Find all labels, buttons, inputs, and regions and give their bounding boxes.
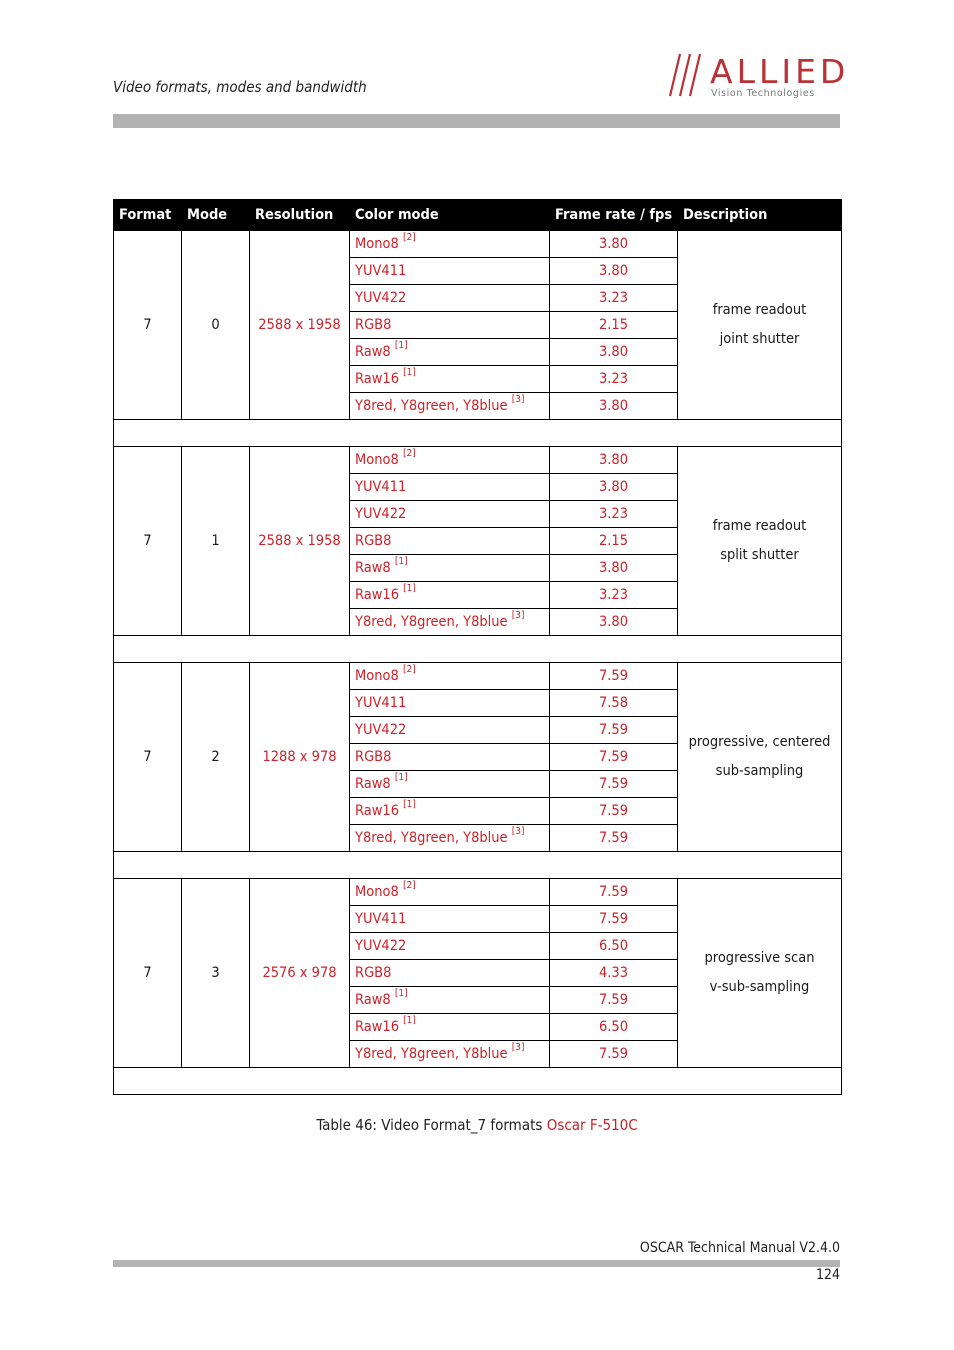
column-header: Frame rate / fps [550, 200, 678, 231]
color-mode-cell[interactable] [350, 717, 550, 744]
color-mode-cell[interactable] [350, 339, 550, 366]
frame-rate-cell[interactable]: 7.59 [550, 798, 678, 825]
format-cell: 7 [114, 663, 182, 852]
color-mode-label: Raw16 [355, 371, 400, 387]
footnote-ref[interactable]: [2] [402, 448, 416, 460]
frame-rate-cell[interactable]: 7.59 [550, 663, 678, 690]
table-row [114, 447, 842, 474]
description-line: progressive, centered [688, 734, 831, 750]
footnote-ref[interactable]: [1] [403, 583, 416, 595]
color-mode-label: Raw8 [355, 776, 391, 792]
frame-rate-cell[interactable]: 3.80 [550, 231, 678, 258]
table-row [114, 231, 842, 258]
color-mode-label: YUV422 [355, 506, 407, 522]
footnote-ref[interactable]: [1] [394, 340, 408, 352]
frame-rate-cell[interactable]: 3.80 [550, 393, 678, 420]
spacer-cell [114, 1068, 842, 1095]
logo-word: ALLIED [710, 52, 850, 91]
color-mode-cell[interactable] [350, 555, 550, 582]
frame-rate-cell[interactable]: 6.50 [550, 1014, 678, 1041]
column-header: Color mode [350, 200, 550, 231]
frame-rate-cell[interactable]: 7.59 [550, 825, 678, 852]
color-mode-cell[interactable] [350, 960, 550, 987]
frame-rate-cell[interactable]: 7.59 [550, 1041, 678, 1068]
footnote-ref[interactable]: [1] [394, 556, 408, 568]
color-mode-label: YUV411 [355, 695, 407, 711]
footnote-ref[interactable]: [2] [402, 664, 416, 676]
frame-rate-cell[interactable]: 7.59 [550, 744, 678, 771]
color-mode-cell[interactable] [350, 447, 550, 474]
mode-cell: 0 [182, 231, 250, 420]
caption-text: Table 46: Video Format_7 formats [316, 1116, 547, 1134]
color-mode-label: Mono8 [355, 884, 399, 900]
color-mode-cell[interactable] [350, 258, 550, 285]
frame-rate-cell[interactable]: 7.59 [550, 906, 678, 933]
mode-cell: 2 [182, 663, 250, 852]
table-header-row [114, 200, 842, 231]
spacer-row [114, 1068, 842, 1095]
format-cell: 7 [114, 231, 182, 420]
color-mode-label: Raw16 [355, 803, 400, 819]
frame-rate-cell[interactable]: 3.23 [550, 501, 678, 528]
frame-rate-cell[interactable]: 3.23 [550, 366, 678, 393]
color-mode-label: Y8red, Y8green, Y8blue [355, 614, 508, 630]
color-mode-cell[interactable] [350, 609, 550, 636]
frame-rate-cell[interactable]: 2.15 [550, 312, 678, 339]
color-mode-label: Y8red, Y8green, Y8blue [355, 398, 508, 414]
color-mode-label: Raw8 [355, 344, 391, 360]
section-title: Video formats, modes and bandwidth [113, 78, 367, 96]
frame-rate-cell[interactable]: 3.23 [550, 285, 678, 312]
description-line: sub-sampling [715, 763, 804, 779]
color-mode-cell[interactable] [350, 825, 550, 852]
color-mode-label: RGB8 [355, 749, 392, 765]
frame-rate-cell[interactable]: 4.33 [550, 960, 678, 987]
frame-rate-cell[interactable]: 3.80 [550, 555, 678, 582]
color-mode-cell[interactable] [350, 231, 550, 258]
footnote-ref[interactable]: [3] [511, 394, 525, 406]
color-mode-label: YUV411 [355, 479, 407, 495]
color-mode-label: Mono8 [355, 668, 399, 684]
description-line: progressive scan [704, 950, 815, 966]
color-mode-cell[interactable] [350, 366, 550, 393]
footnote-ref[interactable]: [1] [403, 799, 416, 811]
footnote-ref[interactable]: [1] [394, 988, 408, 1000]
footnote-ref[interactable]: [3] [511, 826, 525, 838]
resolution-cell[interactable]: 2576 x 978 [250, 879, 350, 1068]
column-header: Description [678, 200, 842, 231]
column-header: Resolution [250, 200, 350, 231]
color-mode-label: Raw8 [355, 560, 391, 576]
color-mode-cell[interactable] [350, 879, 550, 906]
footnote-ref[interactable]: [2] [402, 880, 416, 892]
logo-subtitle: Vision Technologies [711, 88, 815, 99]
color-mode-cell[interactable] [350, 744, 550, 771]
footnote-ref[interactable]: [2] [402, 232, 416, 244]
color-mode-label: YUV422 [355, 290, 407, 306]
spacer-row [114, 636, 842, 663]
footnote-ref[interactable]: [3] [511, 1042, 525, 1054]
color-mode-cell[interactable] [350, 582, 550, 609]
description-line: split shutter [720, 547, 799, 563]
color-mode-label: RGB8 [355, 317, 392, 333]
color-mode-label: Raw16 [355, 587, 400, 603]
footnote-ref[interactable]: [3] [511, 610, 525, 622]
frame-rate-cell[interactable]: 3.80 [550, 339, 678, 366]
color-mode-cell[interactable] [350, 663, 550, 690]
frame-rate-cell[interactable]: 7.58 [550, 690, 678, 717]
color-mode-cell[interactable] [350, 285, 550, 312]
color-mode-label: Raw8 [355, 992, 391, 1008]
color-mode-cell[interactable] [350, 474, 550, 501]
color-mode-label: Mono8 [355, 452, 399, 468]
color-mode-label: Y8red, Y8green, Y8blue [355, 1046, 508, 1062]
footer-rule [113, 1260, 840, 1267]
format-cell: 7 [114, 879, 182, 1068]
footnote-ref[interactable]: [1] [403, 1015, 416, 1027]
table-row [114, 663, 842, 690]
description-cell [678, 663, 842, 852]
description-cell [678, 879, 842, 1068]
color-mode-cell[interactable] [350, 906, 550, 933]
description-line: joint shutter [719, 331, 800, 347]
color-mode-label: RGB8 [355, 965, 392, 981]
format-table [113, 199, 842, 1095]
frame-rate-cell[interactable]: 3.80 [550, 474, 678, 501]
description-cell [678, 447, 842, 636]
resolution-cell[interactable]: 2588 x 1958 [250, 231, 350, 420]
color-mode-label: RGB8 [355, 533, 392, 549]
description-line: v-sub-sampling [709, 979, 810, 995]
frame-rate-cell[interactable]: 3.80 [550, 258, 678, 285]
footnote-ref[interactable]: [1] [403, 367, 416, 379]
mode-cell: 3 [182, 879, 250, 1068]
description-line: frame readout [712, 518, 807, 534]
spacer-cell [114, 852, 842, 879]
allied-logo [668, 52, 850, 102]
color-mode-cell[interactable] [350, 528, 550, 555]
logo-slashes-icon [668, 52, 708, 98]
frame-rate-cell[interactable]: 7.59 [550, 987, 678, 1014]
color-mode-label: Raw16 [355, 1019, 400, 1035]
spacer-row [114, 852, 842, 879]
color-mode-cell[interactable] [350, 1041, 550, 1068]
format-cell: 7 [114, 447, 182, 636]
description-cell [678, 231, 842, 420]
frame-rate-cell[interactable]: 7.59 [550, 717, 678, 744]
table-caption [0, 1116, 954, 1134]
color-mode-label: YUV411 [355, 263, 407, 279]
color-mode-cell[interactable] [350, 771, 550, 798]
color-mode-label: YUV422 [355, 722, 407, 738]
table-row [114, 879, 842, 906]
color-mode-cell[interactable] [350, 933, 550, 960]
color-mode-label: Mono8 [355, 236, 399, 252]
page-number: 124 [815, 1267, 840, 1283]
resolution-cell[interactable]: 2588 x 1958 [250, 447, 350, 636]
frame-rate-cell[interactable]: 3.23 [550, 582, 678, 609]
mode-cell: 1 [182, 447, 250, 636]
color-mode-label: YUV411 [355, 911, 407, 927]
spacer-row [114, 420, 842, 447]
header-rule [113, 114, 840, 128]
resolution-cell[interactable]: 1288 x 978 [250, 663, 350, 852]
frame-rate-cell[interactable]: 7.59 [550, 879, 678, 906]
color-mode-cell[interactable] [350, 393, 550, 420]
color-mode-cell[interactable] [350, 312, 550, 339]
color-mode-cell[interactable] [350, 690, 550, 717]
column-header: Mode [182, 200, 250, 231]
color-mode-label: YUV422 [355, 938, 407, 954]
frame-rate-cell[interactable]: 6.50 [550, 933, 678, 960]
color-mode-cell[interactable] [350, 1014, 550, 1041]
description-line: frame readout [712, 302, 807, 318]
frame-rate-cell[interactable]: 3.80 [550, 447, 678, 474]
table-body [114, 231, 842, 1095]
color-mode-label: Y8red, Y8green, Y8blue [355, 830, 508, 846]
frame-rate-cell[interactable]: 3.80 [550, 609, 678, 636]
frame-rate-cell[interactable]: 2.15 [550, 528, 678, 555]
footnote-ref[interactable]: [1] [394, 772, 408, 784]
manual-title: OSCAR Technical Manual V2.4.0 [639, 1240, 840, 1256]
color-mode-cell[interactable] [350, 798, 550, 825]
spacer-cell [114, 636, 842, 663]
spacer-cell [114, 420, 842, 447]
column-header: Format [114, 200, 182, 231]
color-mode-cell[interactable] [350, 501, 550, 528]
color-mode-cell[interactable] [350, 987, 550, 1014]
caption-link[interactable]: Oscar F-510C [546, 1116, 638, 1134]
frame-rate-cell[interactable]: 7.59 [550, 771, 678, 798]
